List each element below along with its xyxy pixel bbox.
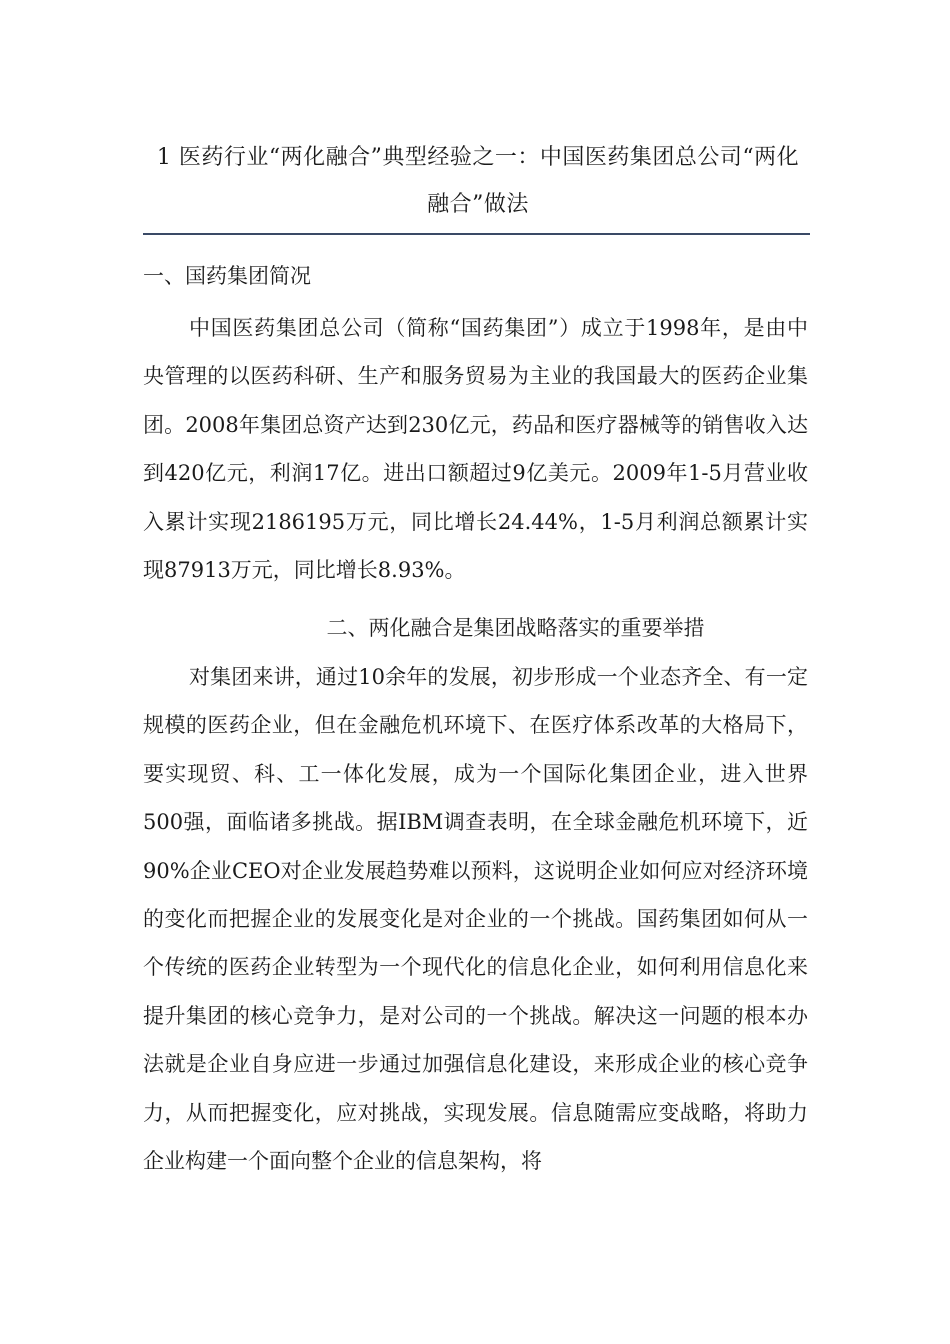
section-heading-strategy: 二、两化融合是集团战略落实的重要举措 [326,616,705,640]
overview-paragraph: 中国医药集团总公司（简称“国药集团”）成立于1998年，是由中央管理的以医药科研、生产和服务贸易为主业的我国最大的医药企业集团。2008年集团总资产达到230亿元，药品和医疗器械等的销售收入达到420亿元，利润17亿。进出口额超过9亿美元。2009年1-5月营业收入累计实现2186195万元，同比增长24.44%，1-5月利润总额累计实现87913万元，同比增长8.93%。 [143,316,808,583]
section-heading-overview: 一、国药集团简况 [143,264,311,288]
title-divider [143,233,810,235]
document-title: 1 医药行业“两化融合”典型经验之一：中国医药集团总公司“两化融合”做法 [156,145,800,217]
strategy-paragraph: 对集团来讲，通过10余年的发展，初步形成一个业态齐全、有一定规模的医药企业，但在金融危机环境下、在医疗体系改革的大格局下，要实现贸、科、工一体化发展，成为一个国际化集团企业，进入世界500强，面临诸多挑战。据IBM调查表明，在全球金融危机环境下，近90%企业CEO对企业发展趋势难以预料，这说明企业如何应对经济环境的变化而把握企业的发展变化是对企业的一个挑战。国药集团如何从一个传统的医药企业转型为一个现代化的信息化企业，如何利用信息化来提升集团的核心竞争力，是对公司的一个挑战。解决这一问题的根本办法就是企业自身应进一步通过加强信息化建设，来形成企业的核心竞争力，从而把握变化，应对挑战，实现发展。信息随需应变战略，将助力企业构建一个面向整个企业的信息架构，将 [143,665,808,1174]
